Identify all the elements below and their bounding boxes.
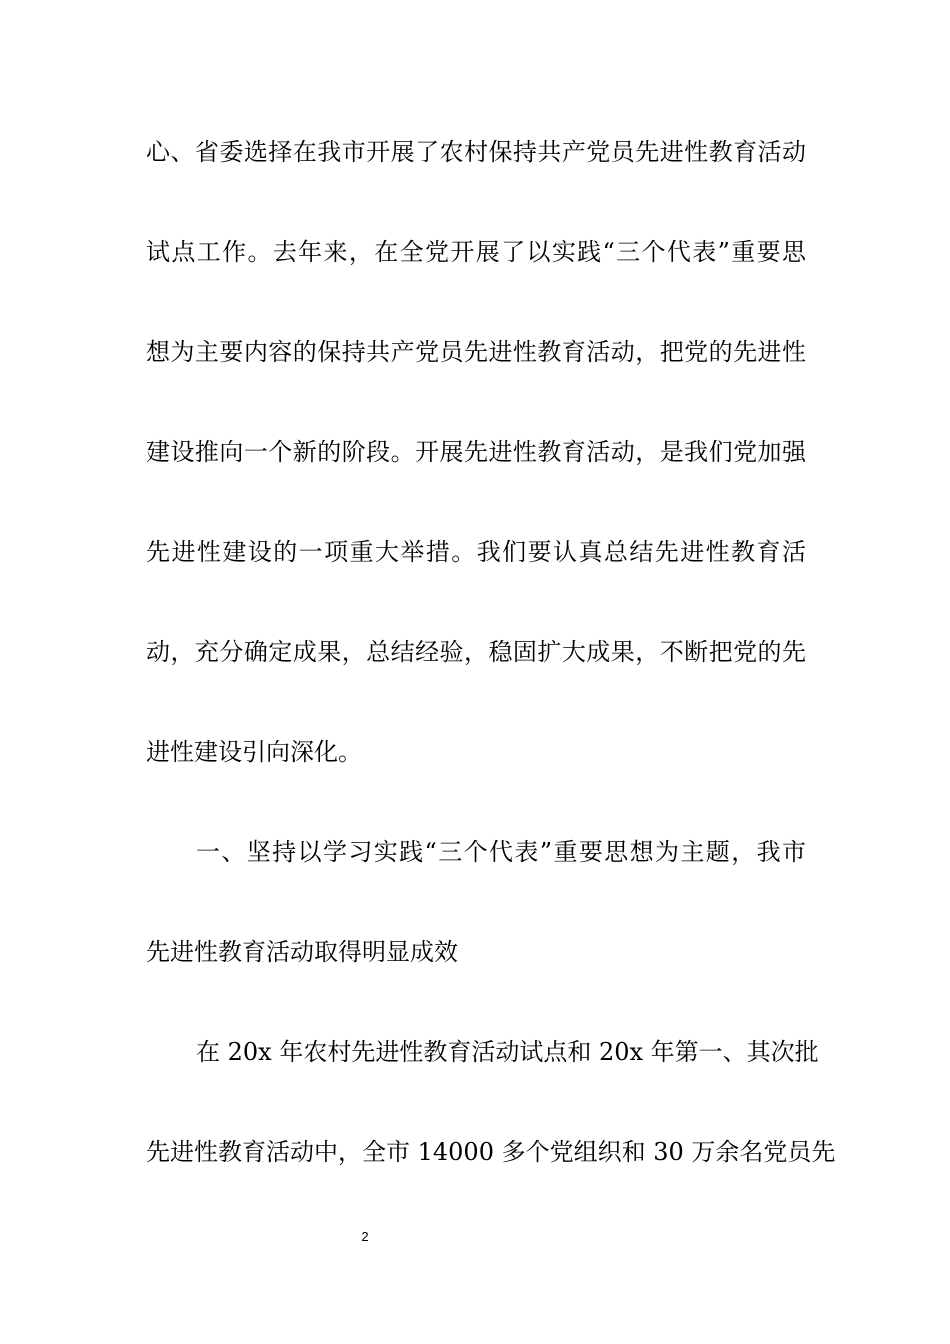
body-text-line: 心、省委选择在我市开展了农村保持共产党员先进性教育活动 [146,138,806,166]
body-text-line: 建设推向一个新的阶段。开展先进性教育活动，是我们党加强 [146,438,806,466]
body-text-line: 先进性建设的一项重大举措。我们要认真总结先进性教育活 [146,538,806,566]
page-number: 2 [361,1229,369,1244]
body-text-line: 想为主要内容的保持共产党员先进性教育活动，把党的先进性 [146,338,806,366]
section-heading-line: 一、坚持以学习实践“三个代表”重要思想为主题，我市 [196,838,806,866]
body-text-line: 动，充分确定成果，总结经验，稳固扩大成果，不断把党的先 [146,638,806,666]
body-text-line: 在 20x 年农村先进性教育活动试点和 20x 年第一、其次批 [196,1038,819,1066]
section-heading-line: 先进性教育活动取得明显成效 [146,938,458,966]
body-text-line: 先进性教育活动中，全市 14000 多个党组织和 30 万余名党员先 [146,1138,836,1166]
body-text-line: 进性建设引向深化。 [146,738,362,766]
body-text-line: 试点工作。去年来，在全党开展了以实践“三个代表”重要思 [146,238,806,266]
